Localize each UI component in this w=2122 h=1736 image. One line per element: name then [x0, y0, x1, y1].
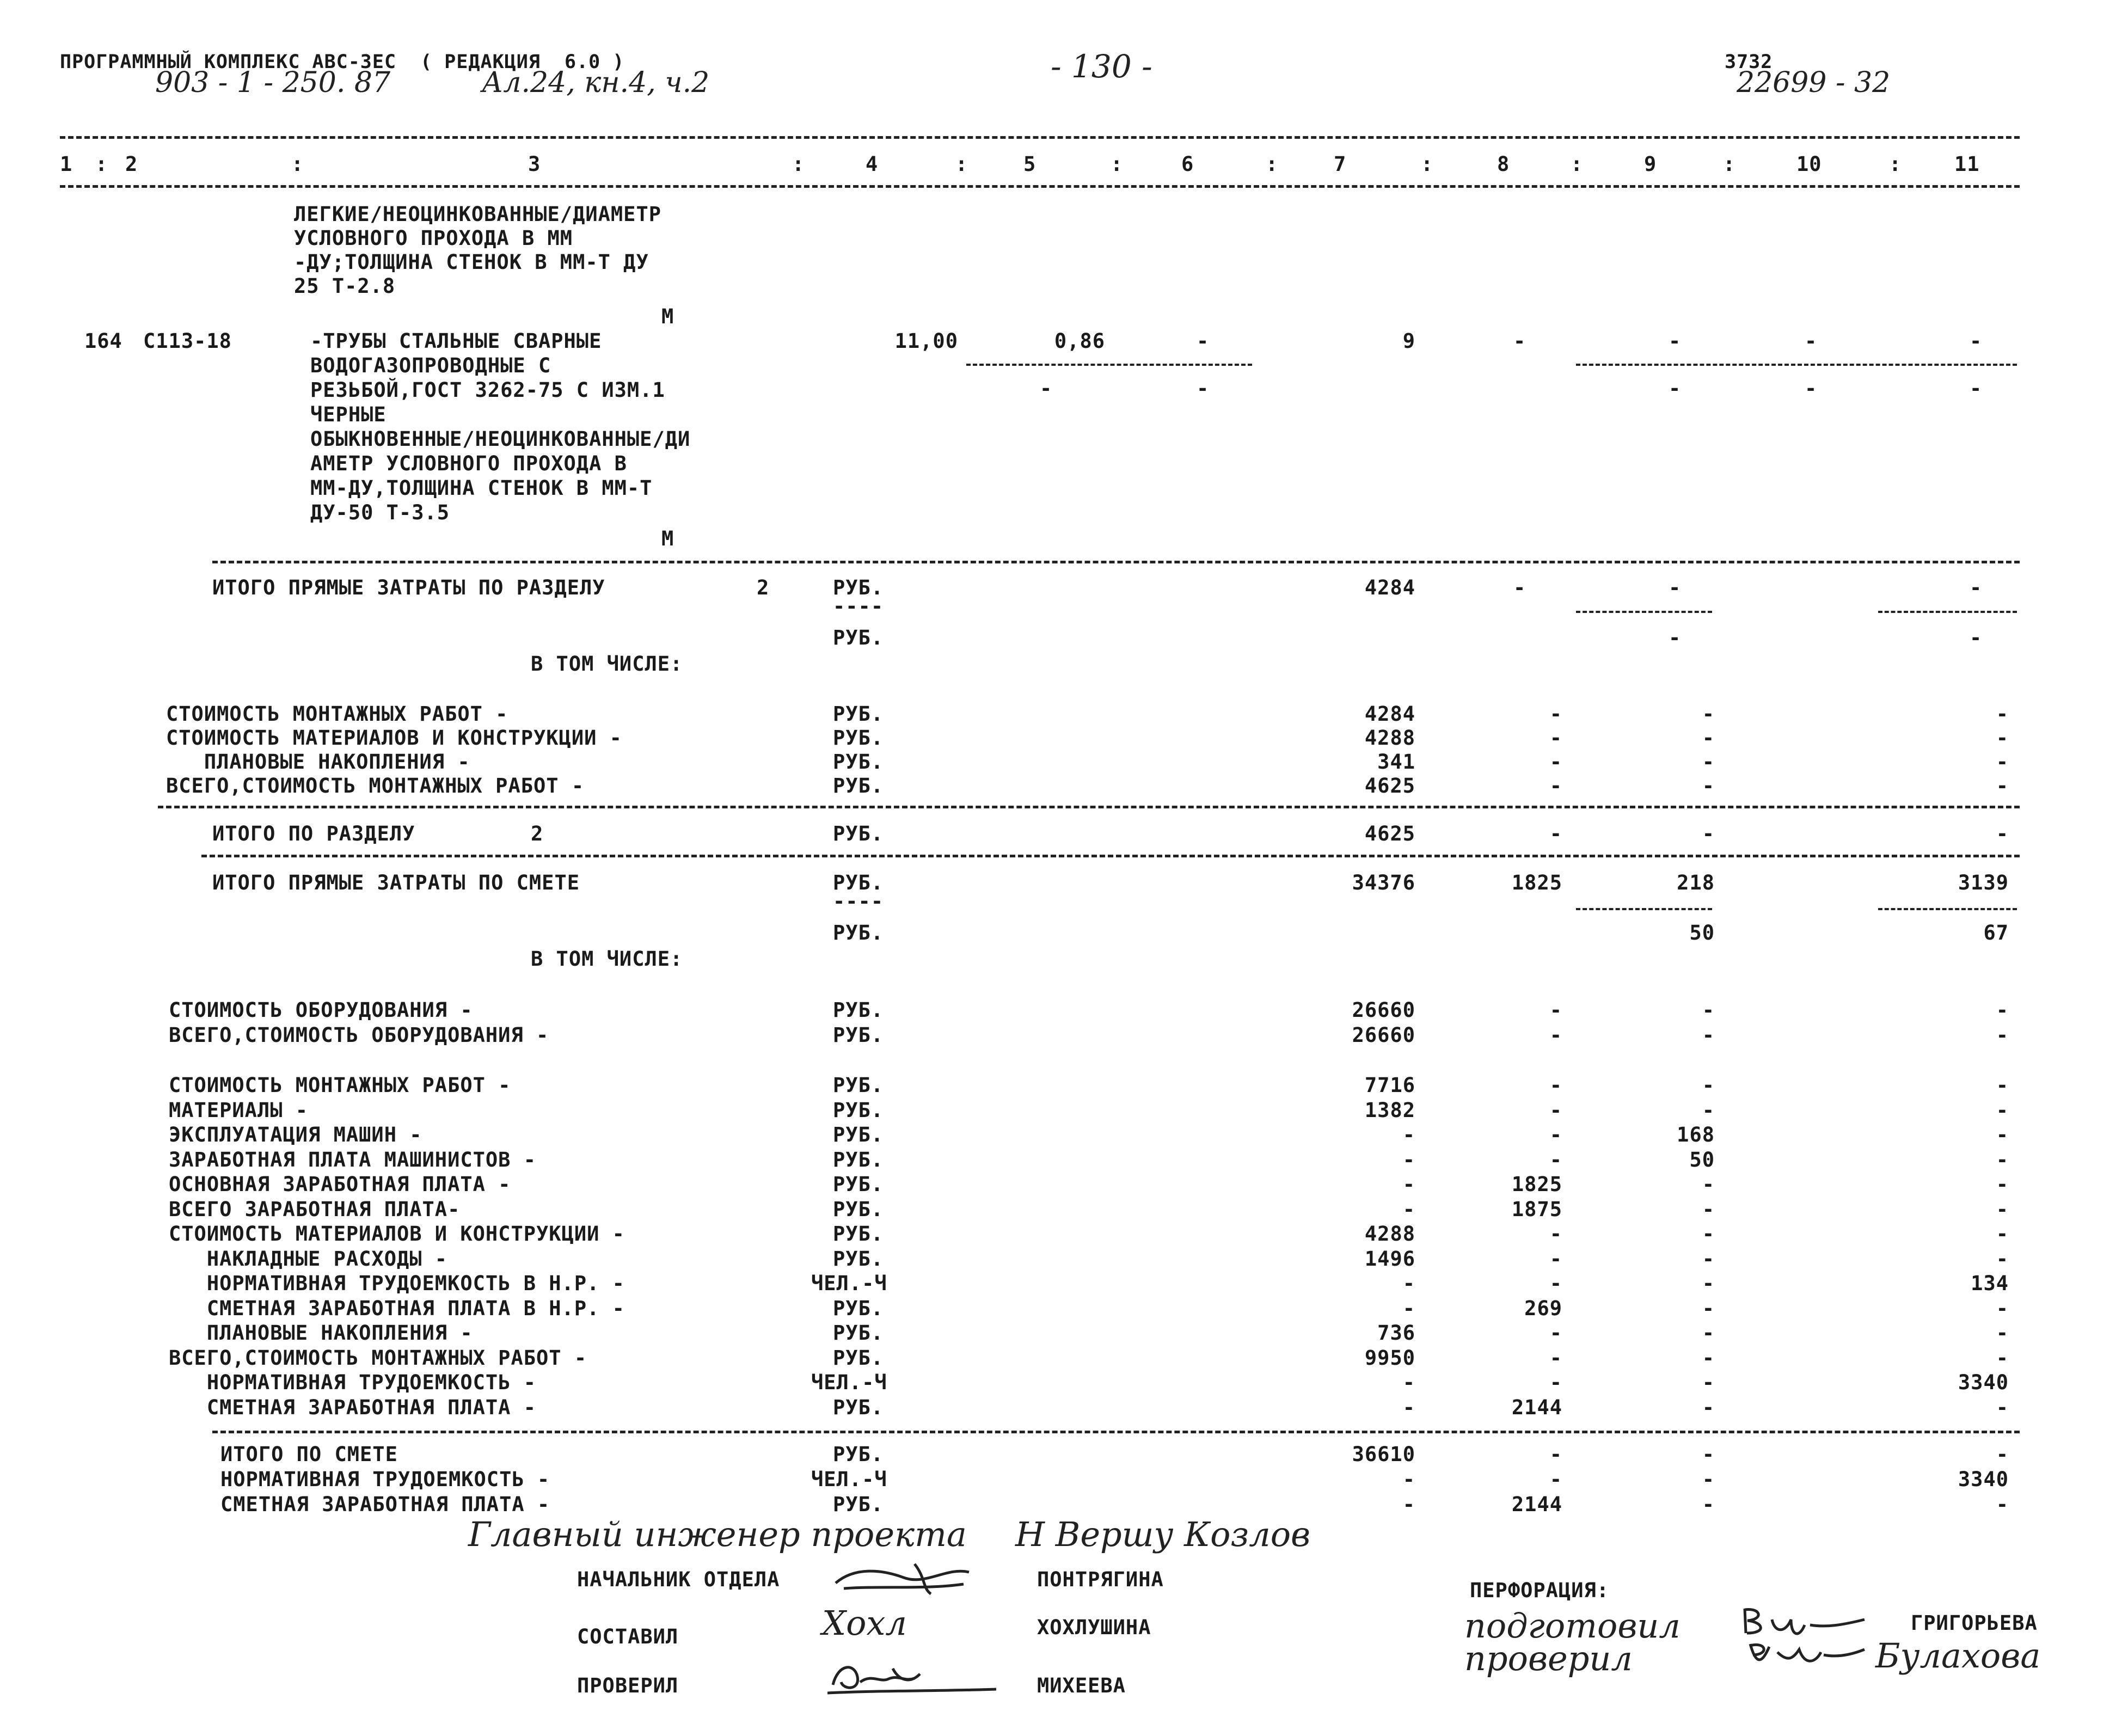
row-unit: РУБ. [833, 1148, 884, 1171]
row-c7: - [1402, 1493, 1415, 1516]
section-total-label: ИТОГО ПРЯМЫЕ ЗАТРАТЫ ПО РАЗДЕЛУ [212, 576, 605, 599]
row-c7: - [1402, 1148, 1415, 1171]
row-c8: - [1549, 998, 1562, 1022]
section-total-num: 2 [757, 576, 770, 599]
row-c7: 1382 [1364, 1098, 1415, 1122]
section-rule-c9 [1576, 611, 1712, 613]
row-c9: - [1702, 1272, 1715, 1295]
column-header-2: 2 [125, 152, 138, 176]
code-bottom: 22699 - 32 [1737, 66, 1891, 99]
intro-line: ЛЕГКИЕ/НЕОЦИНКОВАННЫЕ/ДИАМЕТР [294, 203, 662, 226]
perforation-label: ПЕРФОРАЦИЯ: [1470, 1579, 1610, 1602]
row-c11: 3340 [1958, 1468, 2009, 1491]
row-c7: 26660 [1352, 1023, 1415, 1047]
item-c10b: - [1805, 377, 1818, 400]
row-unit: РУБ. [833, 998, 884, 1022]
row-c8: 269 [1524, 1296, 1562, 1320]
row-c8: - [1549, 1074, 1562, 1097]
column-header-3: 3 [528, 152, 541, 176]
row-unit: РУБ. [833, 1098, 884, 1122]
dept-head-name: ПОНТРЯГИНА [1037, 1568, 1164, 1591]
row-unit: РУБ. [833, 1296, 884, 1320]
row-c7: 7716 [1364, 1074, 1415, 1097]
row-c7: 341 [1377, 750, 1415, 774]
intro-line: 25 Т-2.8 [294, 274, 396, 298]
item-desc-line: ЧЕРНЫЕ [310, 403, 387, 426]
row-c11: - [1996, 1296, 2009, 1320]
section-total-c11: - [1970, 576, 1983, 599]
estimate-total-c11b: 67 [1983, 921, 2009, 944]
item-c9: - [1669, 329, 1682, 353]
row-c7: - [1402, 1296, 1415, 1320]
section-rule-c11 [1878, 611, 2017, 613]
intro-line: -ДУ;ТОЛЩИНА СТЕНОК В ММ-Т ДУ [294, 250, 649, 274]
row-c8: - [1549, 1443, 1562, 1466]
row-label: ЭКСПЛУАТАЦИЯ МАШИН - [169, 1123, 422, 1146]
chief-engineer-title: Главный инженер проекта [468, 1514, 967, 1554]
row-label: ПЛАНОВЫЕ НАКОПЛЕНИЯ - [169, 1321, 473, 1345]
estimate-total-c9b: 50 [1689, 921, 1715, 944]
row-c8: - [1549, 702, 1562, 726]
compiled-label: СОСТАВИЛ [577, 1625, 679, 1648]
row-label: ВСЕГО ЗАРАБОТНАЯ ПЛАТА- [169, 1197, 461, 1221]
section-final-c11: - [1996, 822, 2009, 845]
row-c7: 36610 [1352, 1443, 1415, 1466]
row-c9: - [1702, 998, 1715, 1022]
item-code: С113-18 [143, 329, 232, 353]
item-c9b: - [1669, 377, 1682, 400]
item-rule-c9c11 [1576, 364, 2017, 366]
row-label: НОРМАТИВНАЯ ТРУДОЕМКОСТЬ - [169, 1371, 537, 1394]
row-unit: РУБ. [833, 1123, 884, 1146]
item-c11b: - [1970, 377, 1983, 400]
row-c7: 4625 [1364, 774, 1415, 798]
perforation-signatures [1739, 1603, 1870, 1674]
column-header-8: 8 [1497, 152, 1510, 176]
row-c7: 1496 [1364, 1247, 1415, 1271]
section-final-c9: - [1702, 822, 1715, 845]
column-separator: : [1266, 152, 1279, 176]
row-c7: - [1402, 1272, 1415, 1295]
row-c8: 1875 [1511, 1197, 1562, 1221]
item-desc-line: -ТРУБЫ СТАЛЬНЫЕ СВАРНЫЕ [310, 329, 602, 353]
row-c8: - [1549, 1123, 1562, 1146]
item-desc-line: ММ-ДУ,ТОЛЩИНА СТЕНОК В ММ-Т [310, 476, 653, 500]
item-c5: 0,86 [1054, 329, 1105, 353]
row-c9: - [1702, 702, 1715, 726]
row-c8: - [1549, 750, 1562, 774]
section-total-c11b: - [1970, 626, 1983, 649]
row-label: СТОИМОСТЬ МАТЕРИАЛОВ И КОНСТРУКЦИИ - [166, 726, 622, 750]
item-c6: - [1197, 329, 1210, 353]
row-c8: 1825 [1511, 1173, 1562, 1196]
row-label: НОРМАТИВНАЯ ТРУДОЕМКОСТЬ - [220, 1468, 550, 1491]
header-rule-top [60, 136, 2020, 139]
section-total-c8: - [1513, 576, 1526, 599]
intro-line: УСЛОВНОГО ПРОХОДА В ММ [294, 226, 573, 250]
row-c8: - [1549, 1321, 1562, 1345]
row-c11: - [1996, 1074, 2009, 1097]
row-c8: - [1549, 1371, 1562, 1394]
row-unit: РУБ. [833, 1443, 884, 1466]
row-c8: - [1549, 1148, 1562, 1171]
row-c8: - [1549, 1222, 1562, 1246]
item-rule-c5c6 [966, 364, 1252, 366]
row-c11: - [1996, 1395, 2009, 1419]
perforation-prepared: подготовил [1464, 1606, 1681, 1646]
row-c11: - [1996, 726, 2009, 750]
row-unit: РУБ. [833, 1493, 884, 1516]
item-c4: 11,00 [894, 329, 958, 353]
section-final-label: ИТОГО ПО РАЗДЕЛУ [212, 822, 415, 845]
row-c11: - [1996, 1173, 2009, 1196]
column-separator: : [1889, 152, 1902, 176]
column-separator: : [955, 152, 968, 176]
row-label: НОРМАТИВНАЯ ТРУДОЕМКОСТЬ В Н.Р. - [169, 1272, 625, 1295]
perforation-name-1: ГРИГОРЬЕВА [1911, 1611, 2038, 1635]
row-c7: - [1402, 1197, 1415, 1221]
row-c7: - [1402, 1371, 1415, 1394]
row-unit: РУБ. [833, 774, 884, 798]
column-separator: : [291, 152, 304, 176]
row-c9: - [1702, 1098, 1715, 1122]
row-c8: - [1549, 726, 1562, 750]
section-total-c7: 4284 [1364, 576, 1415, 599]
row-c11: - [1996, 774, 2009, 798]
row-c9: - [1702, 1468, 1715, 1491]
row-c7: 4288 [1364, 726, 1415, 750]
estimate-rule-c11 [1878, 908, 2017, 910]
column-header-11: 11 [1954, 152, 1980, 176]
column-separator: : [1111, 152, 1124, 176]
row-label: МАТЕРИАЛЫ - [169, 1098, 309, 1122]
row-c9: - [1702, 750, 1715, 774]
section-total-unit2: РУБ. [833, 626, 884, 649]
row-c11: - [1996, 750, 2009, 774]
row-label: НАКЛАДНЫЕ РАСХОДЫ - [169, 1247, 448, 1271]
row-label: СМЕТНАЯ ЗАРАБОТНАЯ ПЛАТА В Н.Р. - [169, 1296, 625, 1320]
column-separator: : [1723, 152, 1736, 176]
row-c11: - [1996, 1247, 2009, 1271]
row-unit: РУБ. [833, 702, 884, 726]
row-c8: - [1549, 1098, 1562, 1122]
row-c9: - [1702, 1493, 1715, 1516]
estimate-total-c11: 3139 [1958, 871, 2009, 894]
estimate-total-c7: 34376 [1352, 871, 1415, 894]
column-separator: : [792, 152, 805, 176]
row-c9: - [1702, 1443, 1715, 1466]
code-top: 3732 [1725, 51, 1773, 73]
row-label: ВСЕГО,СТОИМОСТЬ ОБОРУДОВАНИЯ - [169, 1023, 549, 1047]
item-c5b: - [1040, 377, 1053, 400]
section-final-unit: РУБ. [833, 822, 884, 845]
row-c7: 736 [1377, 1321, 1415, 1345]
row-c9: - [1702, 726, 1715, 750]
estimate-incl-label: В ТОМ ЧИСЛЕ: [531, 947, 683, 971]
row-c9: - [1702, 1371, 1715, 1394]
row-c11: - [1996, 1222, 2009, 1246]
section-final-c8: - [1549, 822, 1562, 845]
section-total-c9: - [1669, 576, 1682, 599]
section-total-c9b: - [1669, 626, 1682, 649]
estimate-total-unit: РУБ. [833, 871, 884, 894]
item-c7: 9 [1402, 329, 1415, 353]
row-c7: 9950 [1364, 1346, 1415, 1370]
column-header-1: 1 [60, 152, 73, 176]
row-c7: - [1402, 1395, 1415, 1419]
row-unit: ЧЕЛ.-Ч [811, 1371, 887, 1394]
row-unit: РУБ. [833, 1395, 884, 1419]
row-c8: 2144 [1511, 1395, 1562, 1419]
item-desc-line: ОБЫКНОВЕННЫЕ/НЕОЦИНКОВАННЫЕ/ДИ [310, 427, 691, 451]
row-c11: 134 [1971, 1272, 2009, 1295]
row-c9: - [1702, 1023, 1715, 1047]
row-c11: - [1996, 1148, 2009, 1171]
item-c11: - [1970, 329, 1983, 353]
row-c8: - [1549, 1272, 1562, 1295]
column-separator: : [1571, 152, 1584, 176]
row-unit: РУБ. [833, 1173, 884, 1196]
dept-head-label: НАЧАЛЬНИК ОТДЕЛА [577, 1568, 780, 1591]
row-label: СТОИМОСТЬ МОНТАЖНЫХ РАБОТ - [169, 1074, 511, 1097]
estimate-total-unit2: РУБ. [833, 921, 884, 944]
estimate-rule-c9 [1576, 908, 1712, 910]
row-c9: - [1702, 1346, 1715, 1370]
page-number: - 130 - [1051, 48, 1152, 85]
item-desc-line: АМЕТР УСЛОВНОГО ПРОХОДА В [310, 452, 627, 475]
row-c8: - [1549, 1346, 1562, 1370]
row-c7: - [1402, 1173, 1415, 1196]
estimate-total-unit-dash: ---- [833, 890, 884, 913]
row-c9: - [1702, 1321, 1715, 1345]
row-c11: 3340 [1958, 1371, 2009, 1394]
section-rule-3 [201, 855, 2020, 857]
column-header-9: 9 [1644, 152, 1657, 176]
row-c11: - [1996, 1321, 2009, 1345]
row-unit: РУБ. [833, 1023, 884, 1047]
intro-unit: М [661, 305, 674, 328]
row-c11: - [1996, 1123, 2009, 1146]
row-c9: - [1702, 1247, 1715, 1271]
row-c7: 26660 [1352, 998, 1415, 1022]
row-c7: - [1402, 1468, 1415, 1491]
checked-signature [827, 1652, 1002, 1701]
row-label: СТОИМОСТЬ МОНТАЖНЫХ РАБОТ - [166, 702, 508, 726]
row-c9: - [1702, 1074, 1715, 1097]
header-rule-bottom [60, 185, 2020, 188]
row-c9: - [1702, 1197, 1715, 1221]
row-c8: - [1549, 1247, 1562, 1271]
estimate-total-label: ИТОГО ПРЯМЫЕ ЗАТРАТЫ ПО СМЕТЕ [212, 871, 580, 894]
perforation-name-2: Булахова [1875, 1636, 2041, 1676]
row-c9: - [1702, 1296, 1715, 1320]
section-incl-label: В ТОМ ЧИСЛЕ: [531, 652, 683, 676]
row-label: СМЕТНАЯ ЗАРАБОТНАЯ ПЛАТА - [169, 1395, 537, 1419]
column-separator: : [95, 152, 108, 176]
section-rule-1 [212, 561, 2020, 563]
row-unit: РУБ. [833, 1222, 884, 1246]
handwritten-album-note: Ал.24, кн.4, ч.2 [482, 66, 710, 99]
estimate-total-c8: 1825 [1511, 871, 1562, 894]
row-c9: - [1702, 774, 1715, 798]
row-c11: - [1996, 1346, 2009, 1370]
row-c8: - [1549, 1468, 1562, 1491]
row-c9: - [1702, 1395, 1715, 1419]
section-final-c7: 4625 [1364, 822, 1415, 845]
checked-label: ПРОВЕРИЛ [577, 1674, 679, 1697]
column-header-10: 10 [1796, 152, 1822, 176]
row-c9: 50 [1689, 1148, 1715, 1171]
row-label: СТОИМОСТЬ МАТЕРИАЛОВ И КОНСТРУКЦИИ - [169, 1222, 625, 1246]
row-c8: - [1549, 774, 1562, 798]
row-label: ОСНОВНАЯ ЗАРАБОТНАЯ ПЛАТА - [169, 1173, 511, 1196]
handwritten-project-number: 903 - 1 - 250. 87 [155, 66, 391, 99]
perforation-checked: проверил [1464, 1639, 1633, 1678]
item-desc-line: ДУ-50 Т-3.5 [310, 501, 450, 524]
column-header-5: 5 [1023, 152, 1037, 176]
estimate-total-c9: 218 [1677, 871, 1715, 894]
column-separator: : [1421, 152, 1434, 176]
row-label: ИТОГО ПО СМЕТЕ [220, 1443, 398, 1466]
row-c11: - [1996, 998, 2009, 1022]
item-desc-line: ВОДОГАЗОПРОВОДНЫЕ С [310, 354, 551, 377]
dept-head-signature [833, 1556, 974, 1599]
row-label: СМЕТНАЯ ЗАРАБОТНАЯ ПЛАТА - [220, 1493, 550, 1516]
row-c11: - [1996, 702, 2009, 726]
row-c11: - [1996, 1023, 2009, 1047]
item-number: 164 [84, 329, 122, 353]
checked-name: МИХЕЕВА [1037, 1674, 1126, 1697]
row-label: ВСЕГО,СТОИМОСТЬ МОНТАЖНЫХ РАБОТ - [166, 774, 585, 798]
row-c8: - [1549, 1023, 1562, 1047]
row-label: ВСЕГО,СТОИМОСТЬ МОНТАЖНЫХ РАБОТ - [169, 1346, 587, 1370]
compiled-signature: Хохл [822, 1603, 907, 1643]
row-unit: РУБ. [833, 750, 884, 774]
row-c11: - [1996, 1443, 2009, 1466]
section-rule-2 [158, 806, 2020, 808]
row-unit: РУБ. [833, 726, 884, 750]
item-c10: - [1805, 329, 1818, 353]
row-c11: - [1996, 1493, 2009, 1516]
section-total-unit-dash: ---- [833, 594, 884, 618]
row-unit: ЧЕЛ.-Ч [811, 1272, 887, 1295]
row-unit: РУБ. [833, 1197, 884, 1221]
row-unit: ЧЕЛ.-Ч [811, 1468, 887, 1491]
column-header-7: 7 [1334, 152, 1347, 176]
row-c8: 2144 [1511, 1493, 1562, 1516]
item-c8: - [1513, 329, 1526, 353]
estimate-rule-final [212, 1431, 2020, 1433]
row-c9: - [1702, 1173, 1715, 1196]
column-header-6: 6 [1181, 152, 1194, 176]
row-unit: РУБ. [833, 1074, 884, 1097]
row-c7: 4284 [1364, 702, 1415, 726]
row-c9: - [1702, 1222, 1715, 1246]
item-unit: М [661, 527, 674, 550]
compiled-name: ХОХЛУШИНА [1037, 1616, 1151, 1639]
row-unit: РУБ. [833, 1247, 884, 1271]
column-header-4: 4 [866, 152, 879, 176]
row-c7: 4288 [1364, 1222, 1415, 1246]
row-c11: - [1996, 1197, 2009, 1221]
row-c9: 168 [1677, 1123, 1715, 1146]
row-label: СТОИМОСТЬ ОБОРУДОВАНИЯ - [169, 998, 473, 1022]
row-unit: РУБ. [833, 1346, 884, 1370]
section-final-num: 2 [531, 822, 544, 845]
item-desc-line: РЕЗЬБОЙ,ГОСТ 3262-75 С ИЗМ.1 [310, 378, 665, 402]
row-label: ЗАРАБОТНАЯ ПЛАТА МАШИНИСТОВ - [169, 1148, 537, 1171]
section-total-unit: РУБ. [833, 576, 884, 599]
row-c7: - [1402, 1123, 1415, 1146]
row-c11: - [1996, 1098, 2009, 1122]
program-header: ПРОГРАММНЫЙ КОМПЛЕКС АВС-3ЕС ( РЕДАКЦИЯ 6.0 ) [60, 51, 625, 73]
row-unit: РУБ. [833, 1321, 884, 1345]
item-c6b: - [1197, 377, 1210, 400]
chief-engineer-name: Н Вершу Козлов [1015, 1514, 1311, 1554]
row-label: ПЛАНОВЫЕ НАКОПЛЕНИЯ - [166, 750, 470, 774]
